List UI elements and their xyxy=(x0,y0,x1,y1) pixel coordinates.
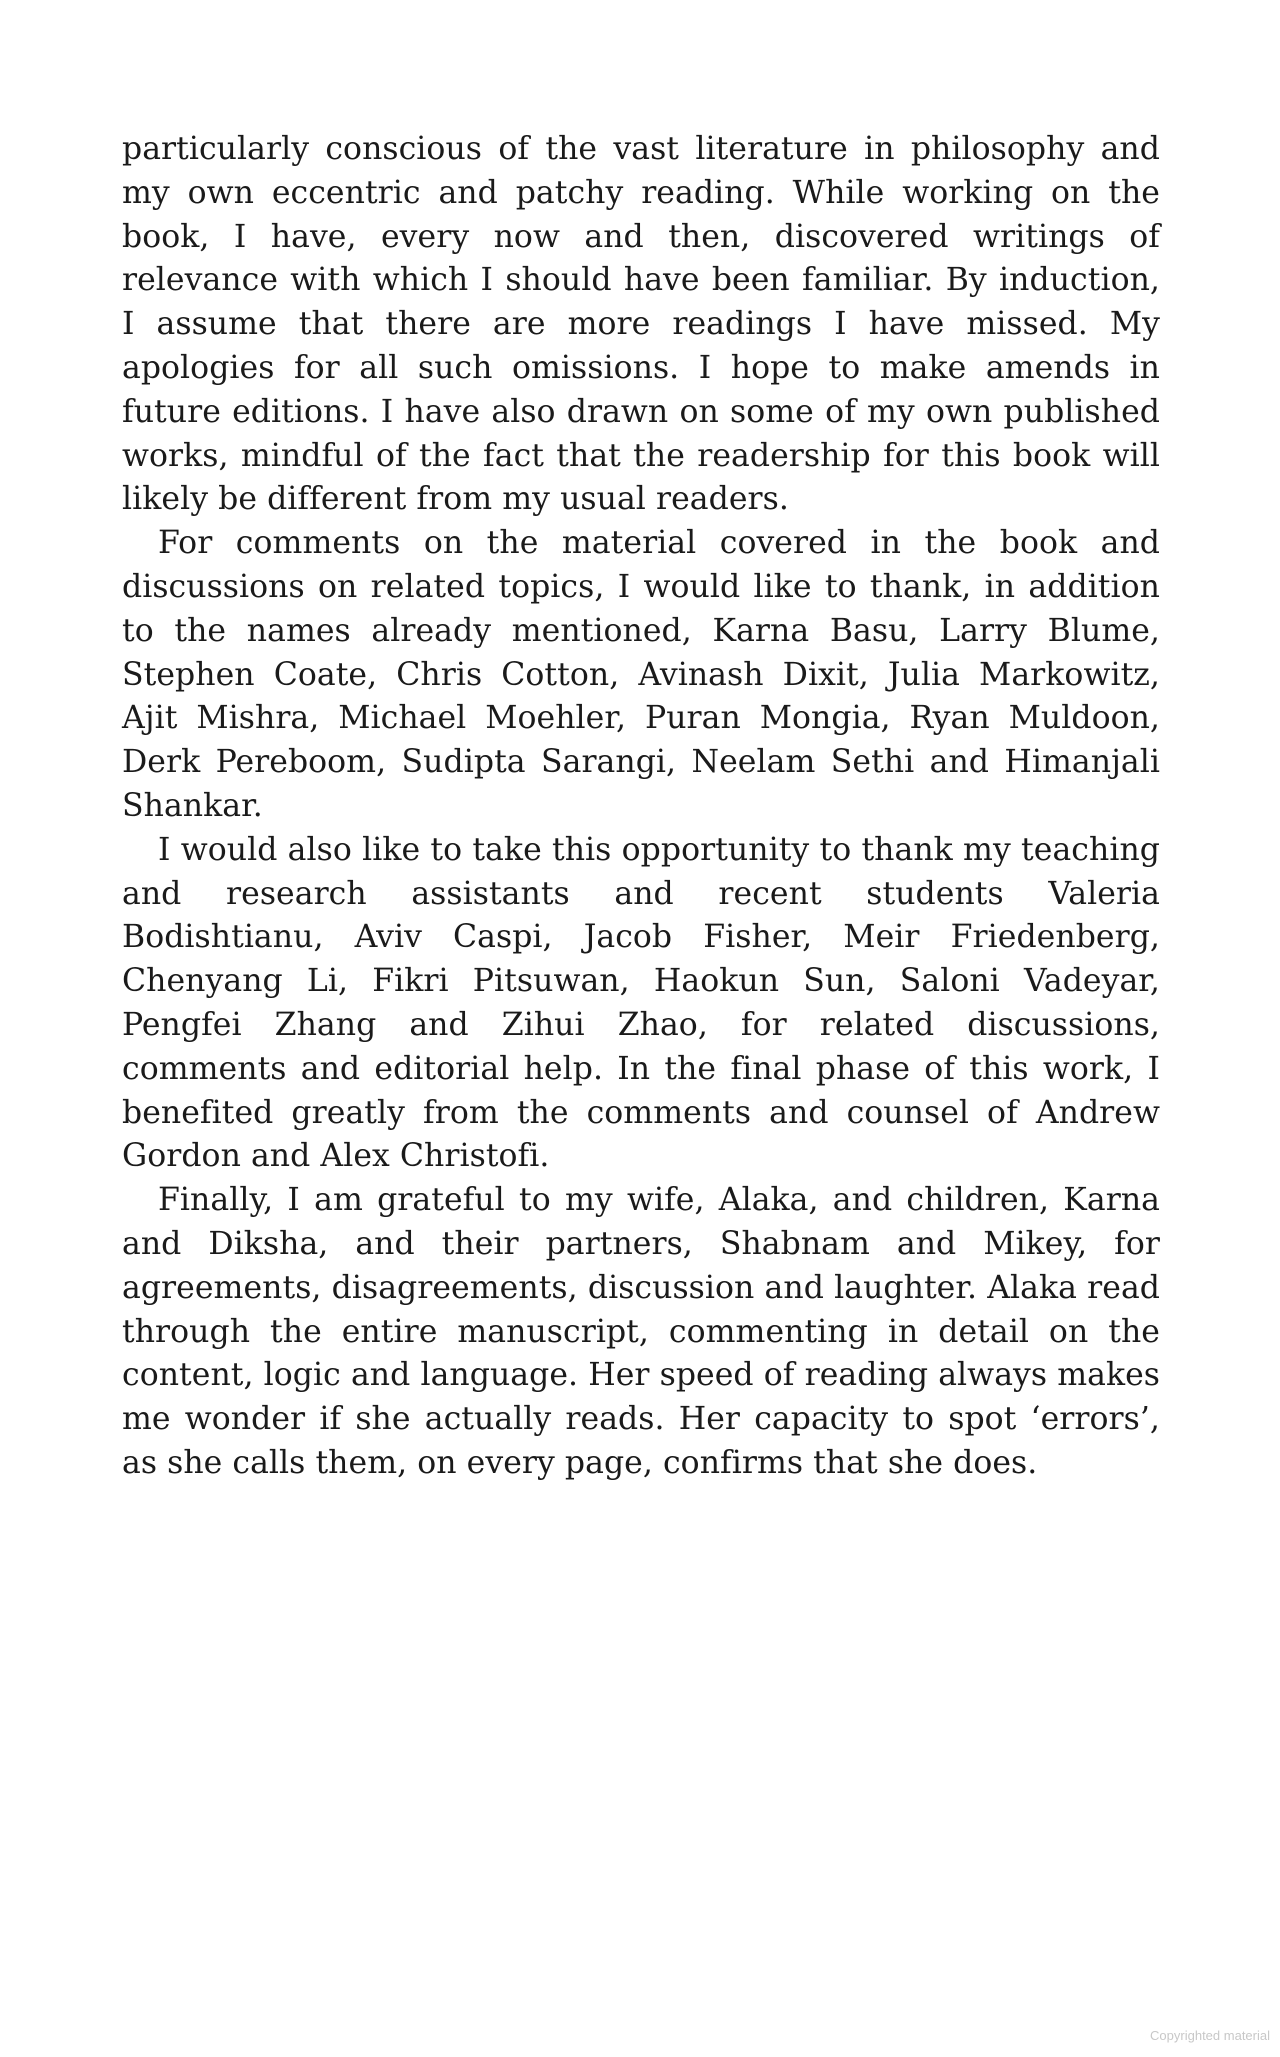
body-text xyxy=(122,128,1160,1486)
copyright-watermark: Copyrighted material xyxy=(1150,2028,1270,2043)
paragraph-family-thanks: Finally, I am grateful to my wife, Alaka, and children, Karna and Diksha, and their partners, Shabnam and Mikey, for agreements, disagreements, discussion and laughter. Alaka read through the entire manuscript, commenting in detail on the content, logic and language. Her speed of reading always makes me wonder if she actually reads. Her capacity to spot ‘errors’, as she calls them, on every page, confirms that she does. xyxy=(122,1182,1160,1481)
paragraph-continued: particularly conscious of the vast literature in philosophy and my own eccentric and patchy reading. While working on the book, I have, every now and then, discovered writings of relevance with which I should have been familiar. By induction, I assume that there are more readings I have missed. My apologies for all such omissions. I hope to make amends in future editions. I have also drawn on some of my own published works, mindful of the fact that the readership for this book will likely be different from my usual readers. xyxy=(122,131,1160,518)
paragraph-comments-thanks: For comments on the material covered in the book and discussions on related topics, I would like to thank, in addition to the names already mentioned, Karna Basu, Larry Blume, Stephen Coate, Chris Cotton, Avinash Dixit, Julia Markowitz, Ajit Mishra, Michael Moehler, Puran Mongia, Ryan Muldoon, Derk Pereboom, Sudipta Sarangi, Neelam Sethi and Himanjali Shankar. xyxy=(122,525,1160,824)
paragraph-assistants-thanks: I would also like to take this opportunity to thank my teaching and research assistants and recent students Valeria Bodishtianu, Aviv Caspi, Jacob Fisher, Meir Friedenberg, Chenyang Li, Fikri Pitsuwan, Haokun Sun, Saloni Vadeyar, Pengfei Zhang and Zihui Zhao, for related discussions, comments and editorial help. In the final phase of this work, I benefited greatly from the comments and counsel of Andrew Gordon and Alex Christofi. xyxy=(122,831,1160,1175)
